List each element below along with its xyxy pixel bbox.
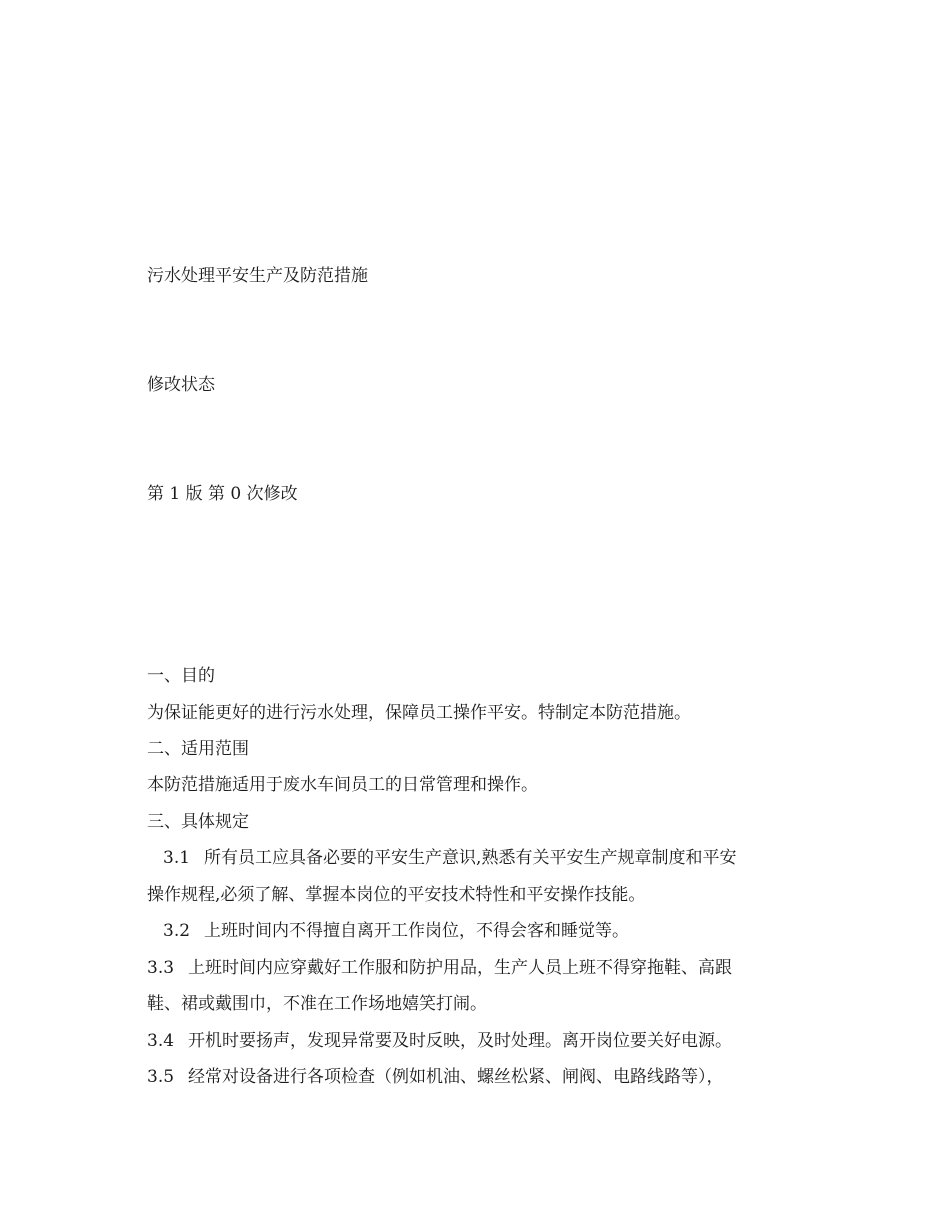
section-heading-rules: 三、具体规定 [147,812,249,832]
rule-text: 上班时间内应穿戴好工作服和防护用品，生产人员上班不得穿拖鞋、高跟 [188,958,733,978]
rule-text: 经常对设备进行各项检查（例如机油、螺丝松紧、闸阀、电路线路等）， [188,1067,724,1087]
rule-number: 3.1 [163,848,191,868]
rule-3-5 [147,1066,724,1088]
rule-3-3-continued: 鞋、裙或戴围巾，不准在工作场地嬉笑打闹。 [147,994,487,1014]
rule-number: 3.5 [147,1067,175,1087]
rule-text: 所有员工应具备必要的平安生产意识,熟悉有关平安生产规章制度和平安 [204,848,737,868]
rule-3-1-continued: 操作规程,必须了解、掌握本岗位的平安技术特性和平安操作技能。 [147,885,646,905]
section-heading-purpose: 一、目的 [147,666,215,686]
rule-text: 上班时间内不得擅自离开工作岗位，不得会客和睡觉等。 [204,921,630,941]
rule-number: 3.4 [147,1031,175,1051]
section-heading-scope: 二、适用范围 [147,739,249,759]
rule-3-3 [147,957,732,979]
rule-text: 开机时要扬声，发现异常要及时反映，及时处理。离开岗位要关好电源。 [188,1031,733,1051]
version-info: 第 1 版 第 0 次修改 [147,484,298,504]
rule-3-1 [163,847,736,869]
section-text-scope: 本防范措施适用于废水车间员工的日常管理和操作。 [147,775,538,795]
document-title: 污水处理平安生产及防范措施 [147,266,368,286]
rule-number: 3.3 [147,958,175,978]
rule-3-2 [163,920,629,942]
rule-3-4 [147,1030,732,1052]
section-text-purpose: 为保证能更好的进行污水处理，保障员工操作平安。特制定本防范措施。 [147,703,691,723]
revision-status-label: 修改状态 [147,375,215,395]
rule-number: 3.2 [163,921,191,941]
